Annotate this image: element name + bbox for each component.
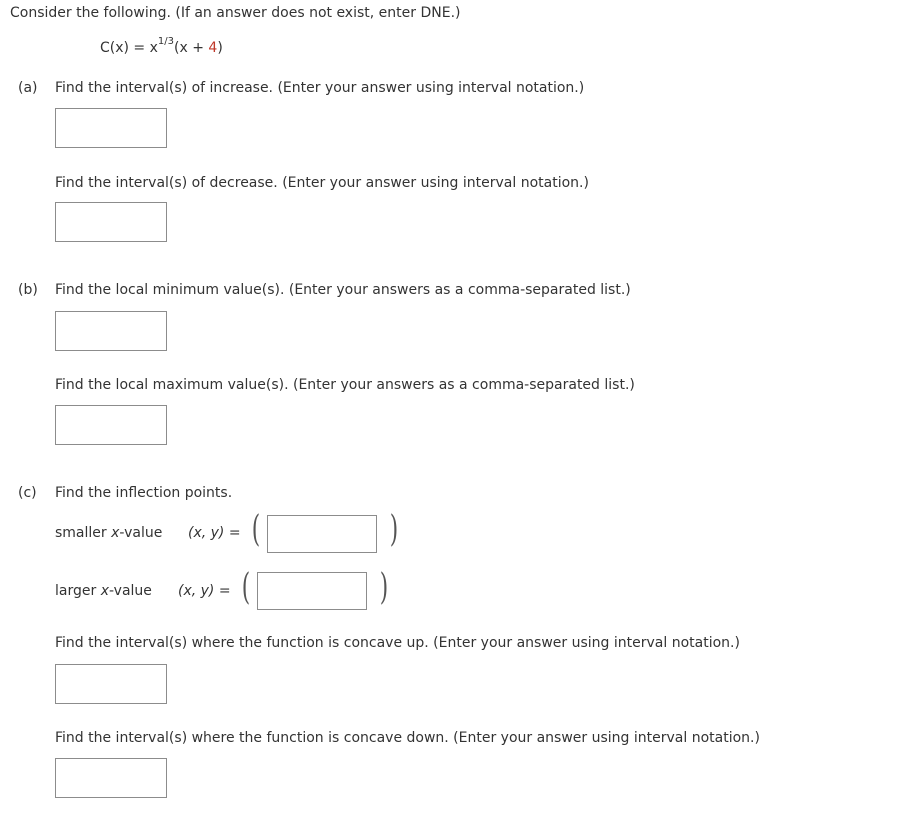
part-c-inflection-prompt: Find the inflection points. [55, 485, 233, 501]
smaller-x-var: x [111, 525, 120, 541]
part-b-label: (b) [18, 282, 38, 298]
local-minimum-input[interactable] [55, 311, 167, 351]
larger-equals: = [218, 583, 231, 599]
part-b-min-prompt: Find the local minimum value(s). (Enter your answers as a comma-separated list.) [55, 282, 631, 298]
part-b-max-prompt: Find the local maximum value(s). (Enter your answers as a comma-separated list.) [55, 377, 635, 393]
larger-close-paren: ) [379, 567, 389, 608]
concave-up-input[interactable] [55, 664, 167, 704]
smaller-prefix: smaller [55, 525, 112, 541]
increase-interval-input[interactable] [55, 108, 167, 148]
larger-open-paren: ( [241, 567, 251, 608]
decrease-interval-input[interactable] [55, 202, 167, 242]
part-a-label: (a) [18, 80, 38, 96]
function-constant: 4 [208, 40, 218, 56]
concave-down-input[interactable] [55, 758, 167, 798]
concave-down-prompt: Find the interval(s) where the function is concave down. (Enter your answer using interval notation.) [55, 730, 760, 746]
smaller-open-paren: ( [251, 509, 261, 550]
part-c-label: (c) [18, 485, 37, 501]
function-lhs: C(x) = x [100, 40, 158, 56]
function-close: ) [217, 40, 223, 56]
smaller-inflection-point-input[interactable] [267, 515, 377, 553]
smaller-close-paren: ) [389, 509, 399, 550]
larger-xy-label [178, 583, 231, 599]
larger-inflection-point-input[interactable] [257, 572, 367, 610]
concave-up-prompt: Find the interval(s) where the function is concave up. (Enter your answer using interval notation.) [55, 635, 740, 651]
smaller-x-label [55, 525, 162, 541]
function-definition [100, 36, 223, 56]
larger-x-label [55, 583, 152, 599]
part-a-increase-prompt: Find the interval(s) of increase. (Enter your answer using interval notation.) [55, 80, 585, 96]
smaller-equals: = [228, 525, 241, 541]
larger-xy: (x, y) [178, 583, 215, 599]
local-maximum-input[interactable] [55, 405, 167, 445]
larger-prefix: larger [55, 583, 101, 599]
larger-value-suffix: -value [108, 583, 152, 599]
function-open: (x + [174, 40, 209, 56]
function-exponent: 1/3 [157, 36, 174, 47]
instructions: Consider the following. (If an answer does not exist, enter DNE.) [10, 5, 461, 21]
smaller-xy: (x, y) [188, 525, 225, 541]
larger-x-var: x [100, 583, 109, 599]
smaller-value-suffix: -value [119, 525, 163, 541]
smaller-xy-label [188, 525, 241, 541]
part-a-decrease-prompt: Find the interval(s) of decrease. (Enter your answer using interval notation.) [55, 175, 589, 191]
